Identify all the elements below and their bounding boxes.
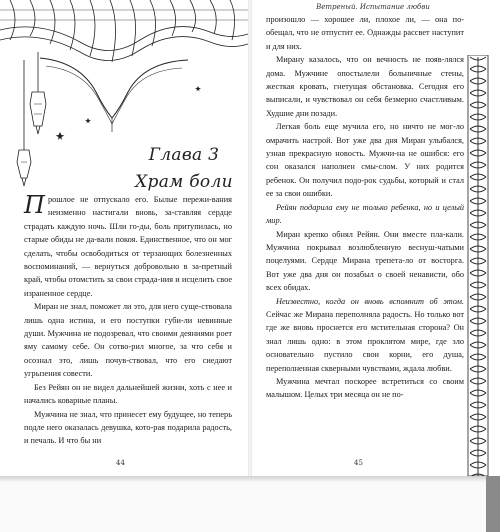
page-number: 44 [116,459,125,467]
italic-paragraph: Рейян подарила ему не только ребенка, но и целый мир. [266,202,464,226]
book-edge [486,476,500,532]
paragraph: Мужчина не знал, что принесет ему будущее, но теперь подле него оказалась девушка, кото-рая подарила радость, и печаль. И что бы ни [24,409,232,446]
chapter-heading [128,142,240,196]
chapter-number: Глава 3 [148,145,220,165]
paragraph: Миран не знал, поможет ли это, для него суще-ствовала лишь одна истина, и его поступки губи-ли невинные души. Мужчина не подозревал, что своими деяниями роет яму самому себе. Он сотво-рил многое, за что себя и осознал это, лишь почув-ствовал, что его сиедают угрызения совести. [24,302,232,379]
paragraph: Мирану казалось, что он вечность не появ-лялся дома. Мужчине опостылели больничные стены, жесткая кровать, гнетущая обстановка. Сегодня его выписали, и чувствовал он себя безмерно счастливым. Худшие дни позади. [266,55,464,118]
paragraph: произошло — хорошее ли, плохое ли, — она по-обещал, что не отпустит ее. Однажды рассвет наступит и для них. [266,15,464,51]
paragraph: Миран крепко обнял Рейян. Они вместе пла-кали. Мужчина покрывал возлюбленную веснуш-чатыми поцелуями. Сердце Мирана трепета-ло от восторга. Вот уже два дня он позабыл о своей ненависти, обо всех обидах. [266,229,464,293]
hanging-lantern-icon [17,52,46,186]
right-page [252,0,500,476]
paragraph: Мужчина мечтал поскорее встретиться со своим малышом. Целых три месяца он не по- [266,376,464,400]
running-head: Ветреный. Испытание любви [316,3,430,11]
left-page-text [24,193,232,448]
drop-cap: П [24,191,45,219]
book-shadow [0,476,500,482]
decorative-border-icon [462,55,494,476]
background-below-book [0,476,500,532]
paragraph: Легкая боль еще мучила его, но ничто не мог-ло омрачить настрой. Вот уже два дня Миран улыбался, узнав прекрасную новость. Мужчи-на не ошибся: его сон оказался наполнен смы-слом. У них родится ребенок. Он получил подо-рок судьбы, который и стал ее за свои ошибки. [266,122,464,199]
paragraph: Без Рейян он не видел дальнейшей жизни, хоть с нее и начались коварные планы. [24,382,232,406]
left-page [0,0,248,476]
chapter-title: Храм боли [135,172,233,192]
right-page-text [266,13,464,402]
paragraph: Прошлое не отпускало его. Былые пережи-вания неизменно настигали вновь, за-ставляя сердце страдать каждую ночь. Шли го-ды, боль притупилась, но старые обиды не да-вали покоя. Единственное, что он мог сделать, чтобы освободиться от терзающих болезненных воспоминаний, — вернуться добровольно в за-претный край, чтобы отомстить за свои страда-ния и исцелить свое израненное сердце. [24,191,232,298]
page-number: 45 [354,459,363,467]
paragraph: Неизвестно, когда он вновь вспомнит об этом. Сейчас же Мирана переполняла радость. Но только вот где же вновь проснется его мстительная сторона? Он знал лишь одно: в этом проклятом мире, где зло основательно пустило свои корни, его душа, переполненная скверными чувствами, ждала любви. [266,296,464,373]
